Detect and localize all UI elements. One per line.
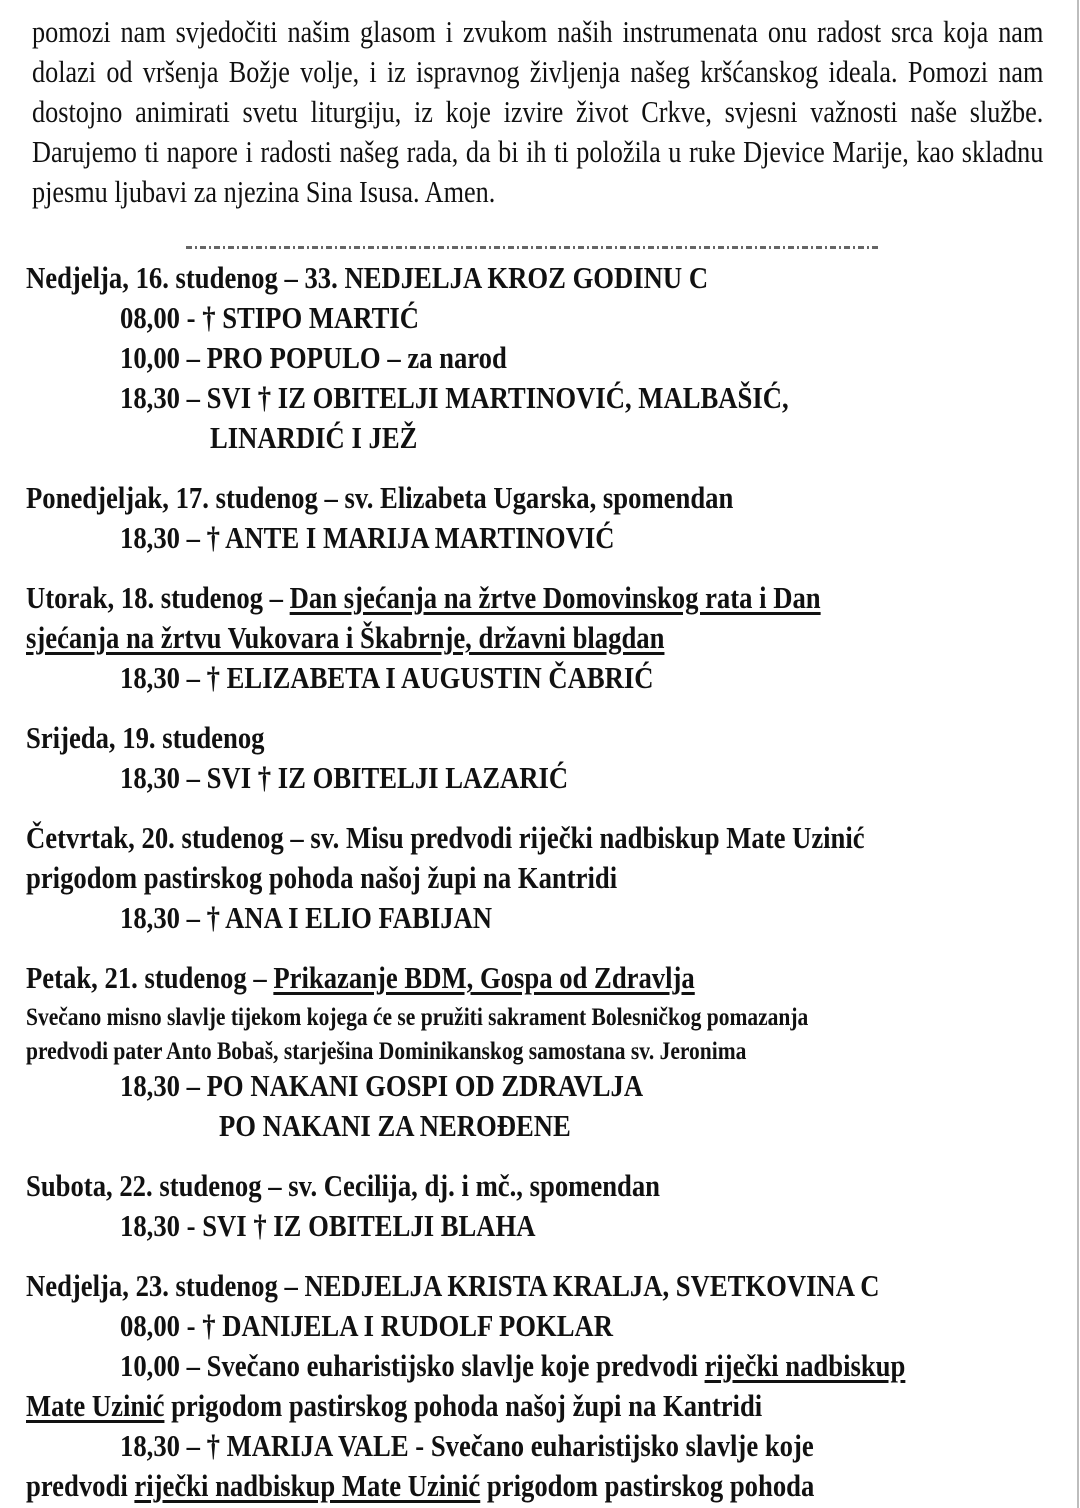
mass-entry: 18,30 – † ANA I ELIO FABIJAN	[120, 900, 493, 935]
day-heading-saturday-22	[26, 1166, 660, 1206]
day-title-continued	[26, 618, 664, 658]
intro-prayer-paragraph	[32, 12, 1043, 212]
day-label: Ponedjeljak, 17. studenog –	[26, 480, 345, 515]
day-heading-thursday-20	[26, 818, 865, 858]
mass-entry	[120, 1346, 905, 1386]
mass-entry: 18,30 – † MARIJA VALE - Svečano euharistijsko slavlje koje	[120, 1428, 814, 1463]
mass-entry: 18,30 – † ANTE I MARIJA MARTINOVIĆ	[120, 520, 615, 555]
page-edge-border	[1077, 0, 1079, 1508]
day-title: sv. Misu predvodi riječki nadbiskup Mate Uzinić	[310, 820, 865, 855]
day-title-underlined: Dan sjećanja na žrtve Domovinskog rata i Dan	[289, 580, 821, 615]
day-label: Petak, 21. studenog –	[26, 960, 274, 995]
mass-entry-continued: PO NAKANI ZA NEROĐENE	[219, 1108, 571, 1143]
day-title: sv. Cecilija, dj. i mč., spomendan	[288, 1168, 661, 1203]
mass-entry-continued	[26, 1466, 814, 1506]
mass-entry: 08,00 - † STIPO MARTIĆ	[120, 300, 420, 335]
day-title-underlined: Prikazanje BDM, Gospa od Zdravlja	[273, 960, 695, 995]
mass-entry: 18,30 – SVI † IZ OBITELJI LAZARIĆ	[120, 760, 569, 795]
day-heading-monday-17	[26, 478, 733, 518]
day-title: NEDJELJA KRISTA KRALJA, SVETKOVINA C	[304, 1268, 880, 1303]
mass-text: prigodom pastirskog pohoda našoj župi na Kantridi	[164, 1388, 763, 1423]
day-label: Nedjelja, 23. studenog –	[26, 1268, 305, 1303]
day-title: 33. NEDJELJA KROZ GODINU C	[304, 260, 709, 295]
day-title-underlined: sjećanja na žrtvu Vukovara i Škabrnje, državni blagdan	[26, 620, 665, 655]
intro-text: pomozi nam svjedočiti našim glasom i zvukom naših instrumenata onu radost srca koja nam dolazi od vršenja Božje volje, i iz ispravnog življenja našeg kršćanskog ideala. Pomozi nam dostojno animirati svetu liturgiju, iz koje izvire život Crkve, svjesni važnosti naše službe. Darujemo ti napore i radosti našeg rada, da bi ih ti položila u ruke Djevice Marije, kao skladnu pjesmu ljubavi za njezina Sina Isusa. Amen.	[32, 15, 1044, 209]
mass-entry-continued: LINARDIĆ I JEŽ	[210, 420, 418, 455]
day-title: sv. Elizabeta Ugarska, spomendan	[344, 480, 734, 515]
day-heading-sunday-23	[26, 1266, 879, 1306]
mass-text-underlined: Mate Uzinić	[26, 1388, 165, 1423]
dash-dot-separator	[186, 246, 880, 249]
day-label: Utorak, 18. studenog –	[26, 580, 290, 615]
day-heading-friday-21	[26, 958, 695, 998]
day-note: Svečano misno slavlje tijekom kojega će se pružiti sakrament Bolesničkog pomazanja	[26, 1004, 809, 1031]
mass-entry: 08,00 - † DANIJELA I RUDOLF POKLAR	[120, 1308, 613, 1343]
day-label: Subota, 22. studenog –	[26, 1168, 289, 1203]
mass-text-underlined: riječki nadbiskup Mate Uzinić	[134, 1468, 481, 1503]
mass-entry: 18,30 - SVI † IZ OBITELJI BLAHA	[120, 1208, 536, 1243]
day-heading-wednesday-19: Srijeda, 19. studenog	[26, 720, 265, 755]
mass-entry: 18,30 – SVI † IZ OBITELJI MARTINOVIĆ, MALBAŠIĆ,	[120, 380, 789, 415]
day-label: Četvrtak, 20. studenog –	[26, 820, 311, 855]
mass-entry: 18,30 – † ELIZABETA I AUGUSTIN ČABRIĆ	[120, 660, 654, 695]
day-title-continued: prigodom pastirskog pohoda našoj župi na Kantridi	[26, 860, 618, 895]
day-label: Nedjelja, 16. studenog –	[26, 260, 305, 295]
mass-text: predvodi	[26, 1468, 135, 1503]
day-note: predvodi pater Anto Bobaš, starješina Dominikanskog samostana sv. Jeronima	[26, 1038, 747, 1065]
mass-text: 10,00 – Svečano euharistijsko slavlje koje predvodi	[120, 1348, 705, 1383]
day-heading-sunday-16	[26, 258, 708, 298]
mass-entry: 18,30 – PO NAKANI GOSPI OD ZDRAVLJA	[120, 1068, 644, 1103]
mass-entry-continued	[26, 1386, 762, 1426]
day-heading-tuesday-18	[26, 578, 821, 618]
mass-text: prigodom pastirskog pohoda	[480, 1468, 815, 1503]
mass-text-underlined: riječki nadbiskup	[704, 1348, 906, 1383]
mass-entry: 10,00 – PRO POPULO – za narod	[120, 340, 507, 375]
